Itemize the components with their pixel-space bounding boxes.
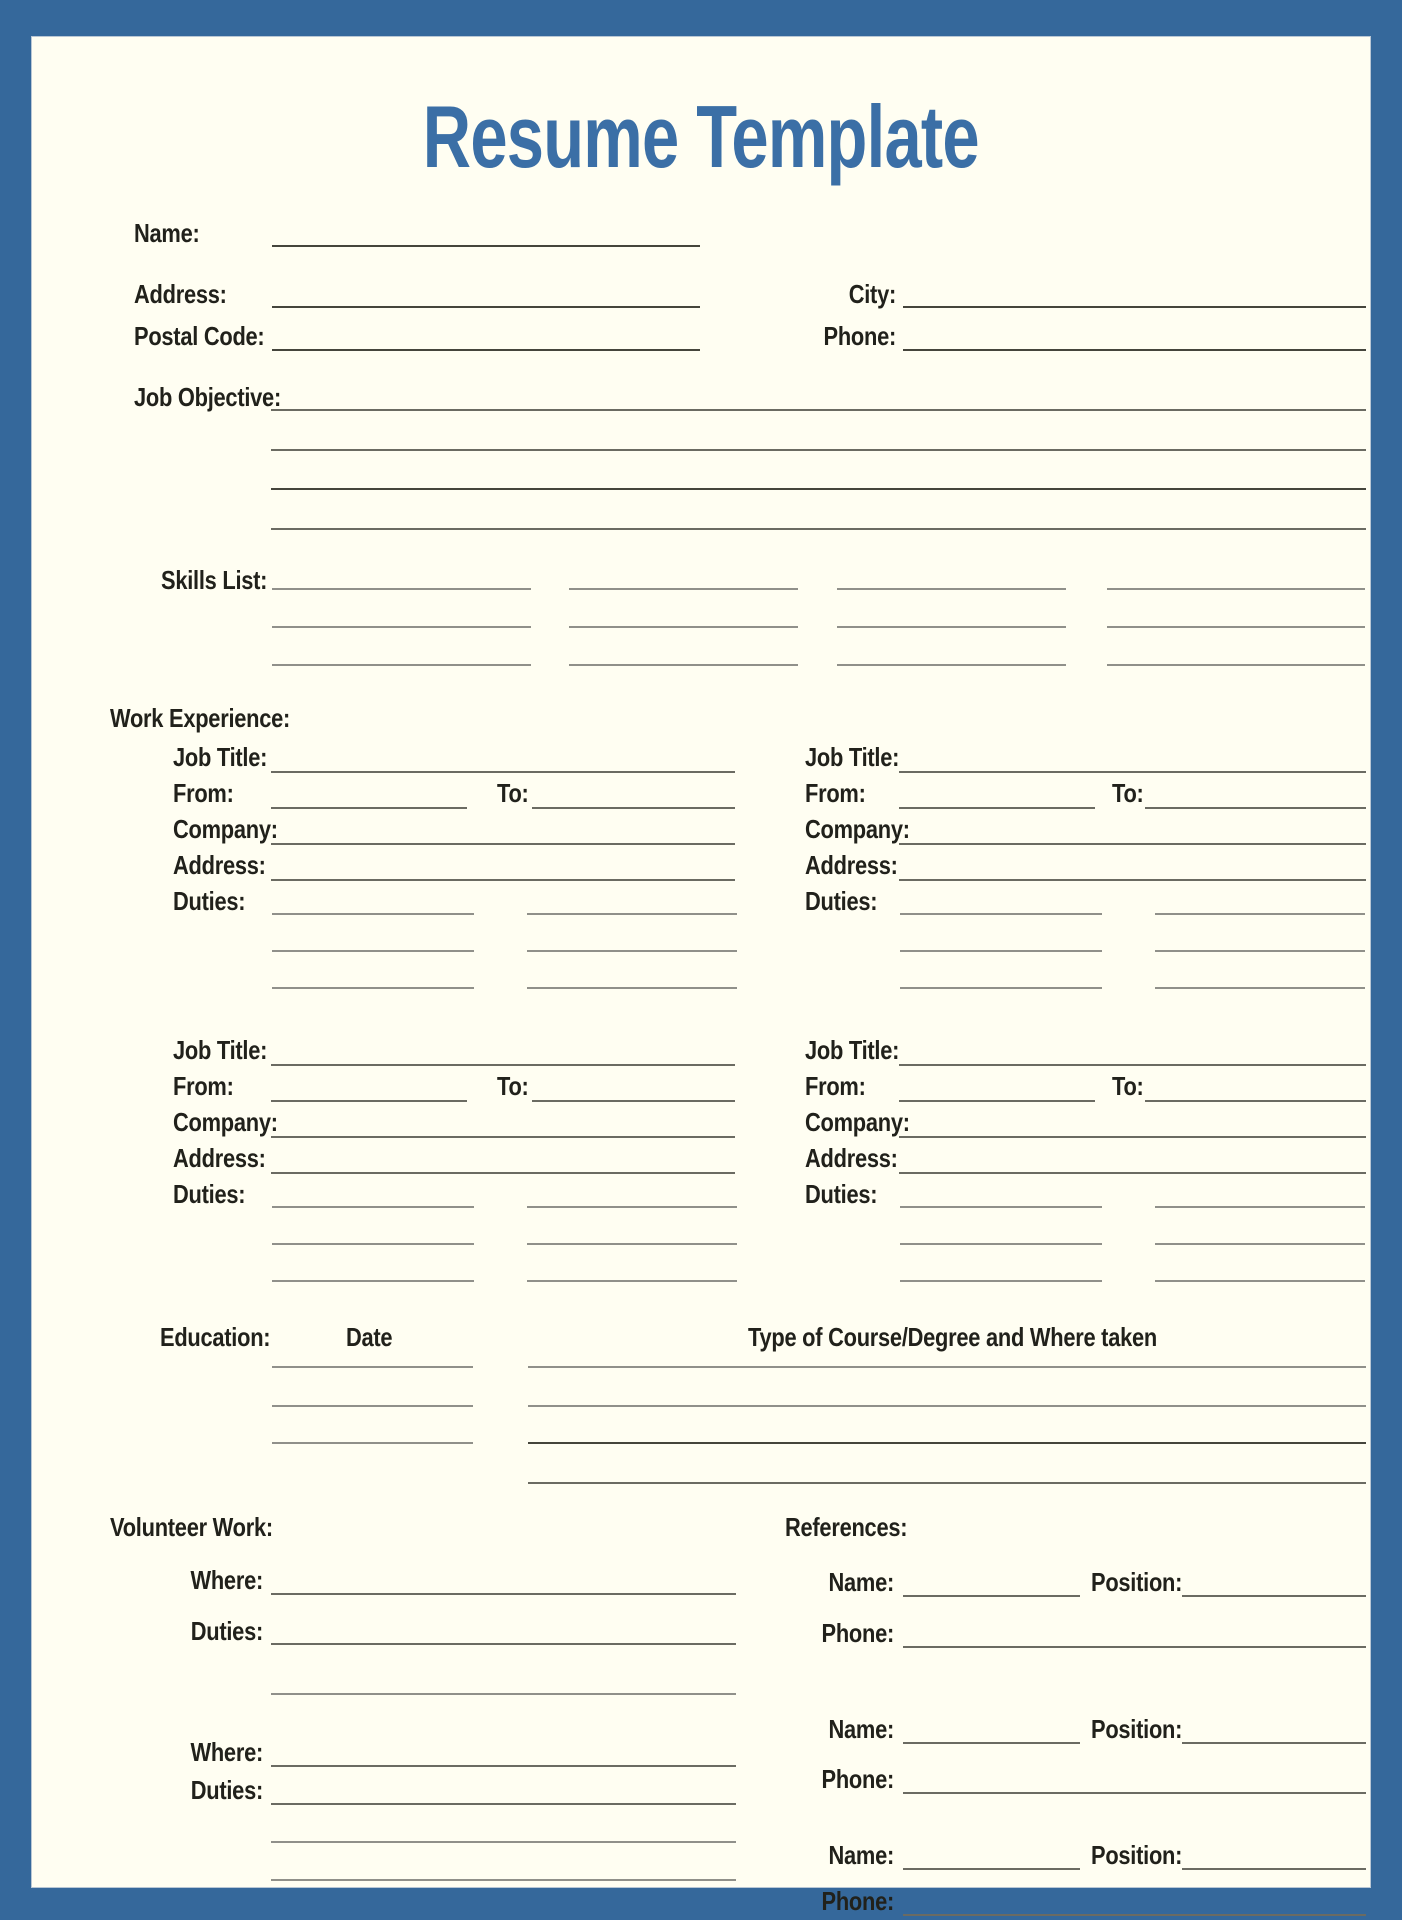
- work-experience-header: Work Experience:: [110, 703, 291, 733]
- job4-duties-field-b2[interactable]: [1155, 1243, 1365, 1245]
- phone-label: Phone:: [823, 321, 896, 351]
- job1-duties-field-b1[interactable]: [527, 913, 737, 915]
- job1-duties-field-a2[interactable]: [272, 950, 474, 952]
- job3-from-field[interactable]: [271, 1100, 467, 1102]
- skills-field-r2c1[interactable]: [272, 626, 531, 628]
- job3-address-field[interactable]: [271, 1172, 735, 1174]
- education-date-column-header: Date: [346, 1322, 393, 1352]
- skills-field-r2c2[interactable]: [569, 626, 798, 628]
- job4-duties-field-b3[interactable]: [1155, 1280, 1365, 1282]
- volunteer2-duties-field-3[interactable]: [271, 1879, 736, 1881]
- skills-field-r3c2[interactable]: [569, 664, 798, 666]
- volunteer2-where-label: Where:: [190, 1737, 263, 1767]
- volunteer2-duties-field-2[interactable]: [271, 1841, 736, 1843]
- reference3-phone-label: Phone:: [821, 1886, 894, 1916]
- job3-duties-label: Duties:: [173, 1179, 246, 1209]
- job1-address-field[interactable]: [271, 879, 735, 881]
- education-course-field-2[interactable]: [528, 1405, 1366, 1407]
- job2-duties-field-a3[interactable]: [900, 987, 1102, 989]
- job2-duties-field-b2[interactable]: [1155, 950, 1365, 952]
- job-objective-field-4[interactable]: [271, 528, 1366, 530]
- job1-to-label: To:: [497, 778, 529, 808]
- volunteer2-where-field[interactable]: [271, 1765, 736, 1767]
- job1-company-field[interactable]: [271, 843, 735, 845]
- reference2-position-field[interactable]: [1182, 1742, 1366, 1744]
- reference1-phone-label: Phone:: [821, 1618, 894, 1648]
- reference2-name-label: Name:: [828, 1714, 894, 1744]
- reference1-position-field[interactable]: [1182, 1595, 1366, 1597]
- job1-from-field[interactable]: [271, 807, 467, 809]
- job2-company-field[interactable]: [899, 843, 1366, 845]
- skills-field-r2c3[interactable]: [837, 626, 1066, 628]
- job4-title-field[interactable]: [899, 1064, 1366, 1066]
- job1-from-label: From:: [173, 778, 234, 808]
- job2-title-label: Job Title:: [805, 742, 900, 772]
- page-title: Resume Template: [422, 87, 980, 186]
- volunteer1-where-field[interactable]: [271, 1593, 736, 1595]
- job4-from-label: From:: [805, 1071, 866, 1101]
- job2-duties-field-b1[interactable]: [1155, 913, 1365, 915]
- job1-duties-field-a3[interactable]: [272, 987, 474, 989]
- job1-company-label: Company:: [173, 814, 278, 844]
- job2-company-label: Company:: [805, 814, 910, 844]
- education-course-field-4[interactable]: [528, 1482, 1366, 1484]
- job4-to-field[interactable]: [1145, 1100, 1366, 1102]
- reference2-phone-label: Phone:: [821, 1764, 894, 1794]
- volunteer1-duties-field-1[interactable]: [271, 1643, 736, 1645]
- job2-duties-field-a2[interactable]: [900, 950, 1102, 952]
- reference1-position-label: Position:: [1091, 1567, 1183, 1597]
- job1-title-field[interactable]: [271, 771, 735, 773]
- job-objective-field-2[interactable]: [271, 449, 1366, 451]
- skills-field-r1c3[interactable]: [837, 588, 1066, 590]
- job4-duties-field-b1[interactable]: [1155, 1206, 1365, 1208]
- volunteer-work-header: Volunteer Work:: [110, 1512, 273, 1542]
- job3-from-label: From:: [173, 1071, 234, 1101]
- skills-field-r3c4[interactable]: [1107, 664, 1365, 666]
- skills-field-r1c1[interactable]: [272, 588, 531, 590]
- job1-address-label: Address:: [173, 850, 266, 880]
- job4-address-label: Address:: [805, 1143, 898, 1173]
- job3-duties-field-a1[interactable]: [272, 1206, 474, 1208]
- reference2-position-label: Position:: [1091, 1714, 1183, 1744]
- job3-duties-field-a2[interactable]: [272, 1243, 474, 1245]
- job3-address-label: Address:: [173, 1143, 266, 1173]
- reference2-name-field[interactable]: [903, 1742, 1080, 1744]
- reference1-name-field[interactable]: [903, 1595, 1080, 1597]
- volunteer2-duties-field-1[interactable]: [271, 1803, 736, 1805]
- volunteer1-duties-label: Duties:: [190, 1616, 263, 1646]
- skills-field-r1c2[interactable]: [569, 588, 798, 590]
- job3-title-field[interactable]: [271, 1064, 735, 1066]
- reference1-phone-field[interactable]: [903, 1646, 1366, 1648]
- job1-title-label: Job Title:: [173, 742, 268, 772]
- job-objective-field-1[interactable]: [271, 409, 1366, 411]
- job3-duties-field-b2[interactable]: [527, 1243, 737, 1245]
- volunteer2-duties-label: Duties:: [190, 1775, 263, 1805]
- city-field[interactable]: [903, 306, 1366, 308]
- job2-duties-field-a1[interactable]: [900, 913, 1102, 915]
- volunteer1-duties-field-2[interactable]: [271, 1693, 736, 1695]
- education-course-field-3[interactable]: [528, 1442, 1366, 1444]
- job-objective-label: Job Objective:: [134, 382, 281, 412]
- name-label: Name:: [134, 218, 200, 248]
- reference3-name-field[interactable]: [903, 1868, 1080, 1870]
- job2-duties-label: Duties:: [805, 886, 878, 916]
- job4-company-field[interactable]: [899, 1136, 1366, 1138]
- job-objective-field-3[interactable]: [271, 488, 1366, 490]
- postal-code-field[interactable]: [272, 349, 700, 351]
- address-field[interactable]: [272, 306, 700, 308]
- job4-duties-field-a3[interactable]: [900, 1280, 1102, 1282]
- job2-from-field[interactable]: [899, 807, 1095, 809]
- job2-to-label: To:: [1112, 778, 1144, 808]
- phone-field[interactable]: [903, 349, 1366, 351]
- job3-to-label: To:: [497, 1071, 529, 1101]
- job1-duties-field-b2[interactable]: [527, 950, 737, 952]
- reference3-position-label: Position:: [1091, 1840, 1183, 1870]
- job4-to-label: To:: [1112, 1071, 1144, 1101]
- skills-field-r2c4[interactable]: [1107, 626, 1365, 628]
- education-date-field-2[interactable]: [272, 1405, 473, 1407]
- job1-duties-field-a1[interactable]: [272, 913, 474, 915]
- job3-company-field[interactable]: [271, 1136, 735, 1138]
- skills-field-r3c3[interactable]: [837, 664, 1066, 666]
- job4-duties-field-a2[interactable]: [900, 1243, 1102, 1245]
- job1-duties-label: Duties:: [173, 886, 246, 916]
- education-course-field-1[interactable]: [528, 1366, 1366, 1368]
- reference2-phone-field[interactable]: [903, 1792, 1366, 1794]
- template-page: [31, 36, 1371, 1916]
- education-date-field-3[interactable]: [272, 1442, 473, 1444]
- address-label: Address:: [134, 279, 227, 309]
- name-field[interactable]: [272, 245, 700, 247]
- reference3-position-field[interactable]: [1182, 1868, 1366, 1870]
- job4-duties-field-a1[interactable]: [900, 1206, 1102, 1208]
- reference3-phone-field[interactable]: [903, 1914, 1366, 1916]
- references-header: References:: [785, 1512, 908, 1542]
- education-date-field-1[interactable]: [272, 1366, 473, 1368]
- job4-duties-label: Duties:: [805, 1179, 878, 1209]
- education-header: Education:: [160, 1322, 271, 1352]
- job3-company-label: Company:: [173, 1107, 278, 1137]
- job3-title-label: Job Title:: [173, 1035, 268, 1065]
- city-label: City:: [848, 279, 896, 309]
- job4-from-field[interactable]: [899, 1100, 1095, 1102]
- reference3-name-label: Name:: [828, 1840, 894, 1870]
- volunteer1-where-label: Where:: [190, 1565, 263, 1595]
- job3-duties-field-b1[interactable]: [527, 1206, 737, 1208]
- job3-duties-field-b3[interactable]: [527, 1280, 737, 1282]
- skills-field-r1c4[interactable]: [1107, 588, 1365, 590]
- title-row: [32, 87, 1370, 186]
- job3-to-field[interactable]: [532, 1100, 735, 1102]
- education-course-column-header: Type of Course/Degree and Where taken: [748, 1322, 1157, 1352]
- postal-code-label: Postal Code:: [134, 321, 265, 351]
- job1-to-field[interactable]: [532, 807, 735, 809]
- job2-to-field[interactable]: [1145, 807, 1366, 809]
- skills-field-r3c1[interactable]: [272, 664, 531, 666]
- job4-address-field[interactable]: [899, 1172, 1366, 1174]
- job4-company-label: Company:: [805, 1107, 910, 1137]
- job4-title-label: Job Title:: [805, 1035, 900, 1065]
- skills-list-label: Skills List:: [161, 565, 268, 595]
- job2-duties-field-b3[interactable]: [1155, 987, 1365, 989]
- job2-from-label: From:: [805, 778, 866, 808]
- job2-title-field[interactable]: [899, 771, 1366, 773]
- job3-duties-field-a3[interactable]: [272, 1280, 474, 1282]
- job2-address-field[interactable]: [899, 879, 1366, 881]
- job1-duties-field-b3[interactable]: [527, 987, 737, 989]
- reference1-name-label: Name:: [828, 1567, 894, 1597]
- job2-address-label: Address:: [805, 850, 898, 880]
